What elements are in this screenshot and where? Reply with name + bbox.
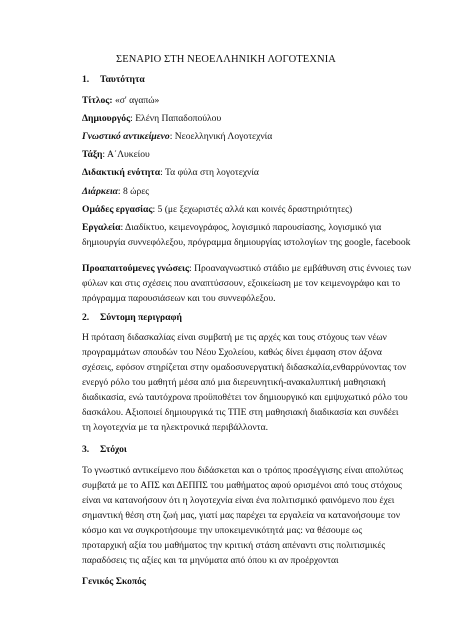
field-value: : Προαναγνωστικό στάδιο με εμβάθυνση στις έννοιες των: [189, 263, 412, 274]
field-label: Εργαλεία: [82, 222, 121, 233]
field-prerequisites-line2: φύλων και στις σχέσεις που αναπτύσσουν, εξοικείωση με τον κειμενογράφο και το: [82, 278, 401, 289]
section-title: Ταυτότητα: [100, 74, 145, 85]
field-label: Τίτλος:: [82, 95, 113, 106]
field-value: : Τα φύλα στη λογοτεχνία: [160, 167, 259, 178]
section-heading-description: [82, 312, 182, 323]
field-prerequisites-line3: πρόγραμμα παρουσιάσεων και του συννεφόλεξου.: [82, 293, 276, 304]
field-unit: [82, 165, 259, 180]
field-creator: [82, 111, 221, 126]
paragraph-line: δασκάλου. Αξιοποιεί δημιουργικά τις ΤΠΕ στη μαθησιακή διαδικασία και συνδέει: [82, 407, 399, 418]
field-value: : Διαδίκτυο, κειμενογράφος, λογισμικό παρουσίασης, λογισμικό για: [120, 222, 382, 233]
field-label: Ομάδες εργασίας: [82, 204, 153, 215]
paragraph-line: διαδικασία, ενώ ταυτόχρονα προϋποθέτει τον δημιουργικό και εμψυχωτικό ρόλο του: [82, 392, 408, 403]
paragraph-line: κόσμο και να συγκροτήσουμε την υποκειμενικότητά μας: να θέσουμε ως: [82, 525, 363, 536]
field-title: [82, 93, 159, 108]
field-duration: [82, 184, 149, 199]
field-value: : Α΄Λυκείου: [102, 149, 150, 160]
field-label: Διδακτική ενότητα: [82, 167, 161, 178]
field-groups: [82, 202, 352, 217]
field-class: [82, 147, 150, 162]
paragraph-line: Το γνωστικό αντικείμενο που διδάσκεται και ο τρόπος προσέγγισης είναι απολύτως: [82, 465, 404, 476]
field-label: Τάξη: [82, 149, 103, 160]
document-title: ΣΕΝΑΡΙΟ ΣΤΗ ΝΕΟΕΛΛΗΝΙΚΗ ΛΟΓΟΤΕΧΝΙΑ: [116, 54, 336, 65]
paragraph-line: συμβατά με το ΑΠΣ και ΔΕΠΠΣ του μαθήματος αφού ορισμένοι από τους στόχους: [82, 480, 402, 491]
section-number: 3.: [82, 444, 90, 455]
paragraph-line: ενεργό ρόλο του μαθητή μέσα από μια διερευνητική-ανακαλυπτική μαθησιακή: [82, 377, 386, 388]
field-value: : Ελένη Παπαδοπούλου: [130, 113, 222, 124]
section-heading-goals: [82, 444, 127, 455]
paragraph-line: παραδόσεις τις αξίες και τα μηνύματα από όπου κι αν προέρχονται: [82, 555, 339, 566]
section-number: 1.: [82, 74, 90, 85]
field-label: Προαπαιτούμενες γνώσεις: [82, 263, 190, 274]
field-subject: [82, 129, 272, 144]
field-prerequisites: [82, 261, 411, 276]
field-value: : 5 (με ξεχωριστές αλλά και κοινές δραστηριότητες): [152, 204, 353, 215]
paragraph-line: σημαντική θέση στη ζωή μας, γιατί μας παρέχει τα εργαλεία να κατανοήσουμε τον: [82, 510, 401, 521]
field-tools: [82, 220, 381, 235]
section-heading-identity: [82, 74, 145, 85]
field-value: : 8 ώρες: [117, 186, 150, 197]
paragraph-line: είναι να κατανοήσουν ότι η λογοτεχνία είναι ένα πολιτισμικό φαινόμενο που έχει: [82, 495, 395, 506]
general-goal-heading: Γενικός Σκοπός: [82, 576, 146, 587]
paragraph-line: σχέσεις, εφόσον στηρίζεται στην ομαδοσυνεργατική διδασκαλία,ενθαρρύνοντας τον: [82, 362, 407, 373]
section-number: 2.: [82, 312, 90, 323]
section-title: Στόχοι: [100, 444, 127, 455]
field-value: : Νεοελληνική Λογοτεχνία: [169, 131, 273, 142]
paragraph-line: προταρχική αξία του μαθήματος την κριτική στάση απέναντι στις πολιτισμικές: [82, 540, 386, 551]
paragraph-line: προγραμμάτων σπουδών του Νέου Σχολείου, καθώς δίνει έμφαση στον άξονα: [82, 347, 382, 358]
field-label: Δημιουργός: [82, 113, 131, 124]
paragraph-line: Η πρόταση διδασκαλίας είναι συμβατή με τις αρχές και τους στόχους των νέων: [82, 332, 387, 343]
paragraph-line: τη λογοτεχνία με τα ηλεκτρονικά περιβάλλοντα.: [82, 422, 269, 433]
field-label: Γνωστικό αντικείμενο: [82, 131, 170, 142]
field-value: «σ' αγαπώ»: [114, 95, 160, 106]
field-label: Διάρκεια: [82, 186, 118, 197]
section-title: Σύντομη περιγραφή: [100, 312, 182, 323]
field-tools-continued: δημιουργία συννεφόλεξου, πρόγραμμα δημιουργίας ιστολογίων της google, facebook: [82, 237, 411, 248]
